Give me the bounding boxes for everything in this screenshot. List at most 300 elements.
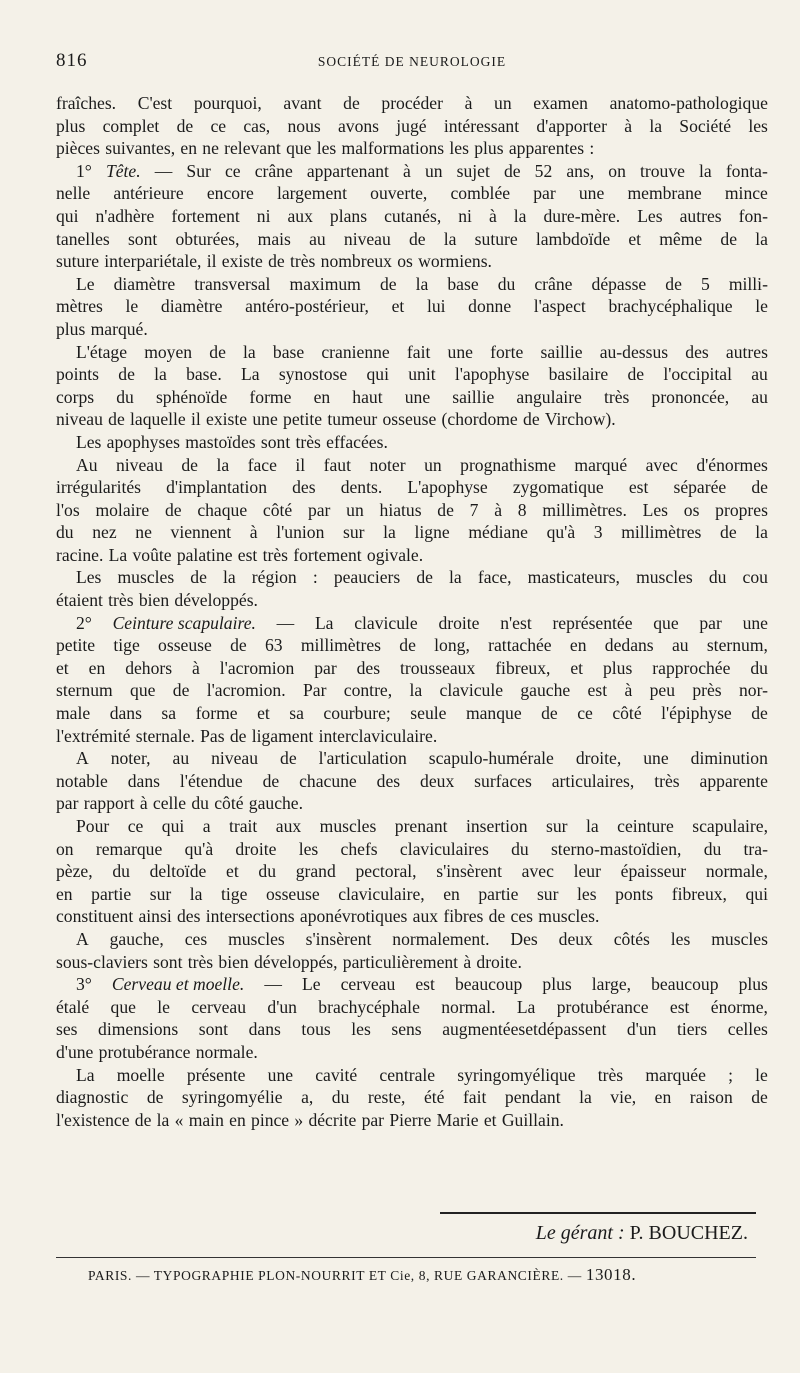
word: ce — [577, 703, 593, 724]
word: beaucoup — [651, 974, 719, 995]
word: (chordome — [441, 409, 518, 430]
word: « — [174, 1109, 184, 1130]
word: syringomyélie — [181, 1087, 283, 1108]
word: par — [533, 183, 556, 204]
text-line — [56, 725, 768, 748]
word: aponévrotiques — [299, 906, 408, 927]
word: une — [578, 183, 605, 204]
word: normal. — [441, 996, 496, 1017]
text-line — [56, 250, 768, 273]
word: plus — [474, 138, 504, 159]
paragraph — [56, 928, 768, 973]
word: les — [298, 838, 319, 859]
word: complet — [102, 115, 160, 136]
word: d'une — [56, 1041, 94, 1062]
word: zygomatique — [512, 477, 604, 498]
word: des — [685, 341, 709, 362]
word: la — [586, 816, 599, 836]
text-line — [56, 273, 768, 296]
word: à — [403, 160, 411, 181]
footer-rule — [56, 1257, 756, 1258]
word: les — [449, 138, 469, 159]
word: sont — [153, 951, 183, 972]
word: C'est — [137, 93, 173, 113]
word: fait — [462, 1087, 487, 1108]
word: est — [587, 680, 608, 701]
paragraph — [56, 747, 768, 815]
word: wormiens. — [418, 251, 492, 272]
word: — — [276, 612, 295, 633]
word: muscles — [117, 567, 175, 588]
word — [106, 160, 141, 183]
word: en — [654, 1087, 672, 1108]
word: de — [209, 341, 226, 362]
word: fait — [406, 341, 431, 362]
word: A — [76, 928, 89, 949]
word: suture — [474, 228, 518, 249]
word: suture — [56, 251, 99, 272]
word: l'acromion. — [206, 680, 286, 701]
signature-rule — [440, 1212, 756, 1214]
word: du — [258, 861, 277, 882]
word: droite — [438, 612, 480, 633]
word: séparée — [673, 477, 727, 498]
word: l'aspect — [533, 296, 586, 317]
word: claviculaire, — [338, 883, 425, 904]
word: un — [346, 499, 364, 520]
word: claviculaires — [399, 838, 489, 859]
word: très — [289, 251, 316, 272]
word: laquelle — [130, 409, 186, 430]
word: existe — [221, 251, 263, 272]
word: qui — [56, 205, 79, 226]
word: antérieure — [113, 183, 184, 204]
word: et — [257, 703, 270, 724]
word: du — [116, 386, 134, 407]
word: côté — [612, 703, 642, 724]
italic-heading: Ceinture scapulaire. — [112, 612, 256, 633]
word: petite — [56, 635, 96, 656]
word: de — [146, 1087, 164, 1108]
word: — — [264, 974, 282, 995]
word: même — [659, 228, 703, 249]
word: grand — [295, 861, 336, 882]
word: diamètre — [160, 296, 223, 317]
word: sur — [149, 883, 172, 904]
text-line — [56, 1109, 768, 1132]
word: de — [229, 725, 247, 746]
word — [113, 612, 256, 635]
word: les — [316, 138, 337, 159]
text-line — [56, 747, 768, 770]
word: une — [252, 409, 278, 430]
text-line — [56, 544, 768, 567]
text-line — [56, 838, 768, 861]
word: s'insèrent — [436, 861, 502, 882]
word: est — [669, 996, 690, 1017]
word: sur — [546, 816, 568, 836]
word: la — [154, 364, 167, 385]
word: syringomyélique — [457, 1064, 576, 1085]
word: d'énormes — [696, 454, 768, 475]
word: donne — [468, 296, 512, 317]
word: au — [172, 748, 190, 769]
text-line — [56, 815, 768, 838]
word: ne — [202, 138, 219, 159]
word: fortement — [293, 544, 362, 565]
word: que — [653, 612, 679, 633]
signature-label: Le gérant : — [535, 1222, 625, 1244]
word: tra- — [743, 838, 768, 859]
word: mais — [257, 228, 291, 249]
word: au — [751, 364, 768, 385]
word: avec — [645, 454, 678, 475]
word: à — [624, 115, 633, 136]
word: dimensions — [98, 1019, 179, 1040]
word: prenant — [394, 816, 448, 836]
text-line — [56, 408, 768, 431]
text-line — [56, 1018, 768, 1041]
word: anatomo-pathologique — [609, 93, 768, 113]
paragraph — [56, 431, 768, 454]
word: celle — [152, 793, 187, 814]
word: » — [294, 1109, 304, 1130]
word: très — [654, 770, 680, 791]
italic-heading: Cerveau et moelle. — [111, 974, 245, 995]
word: cerveau — [191, 996, 247, 1017]
word: suivantes, — [105, 138, 176, 159]
word: étalé — [56, 996, 90, 1017]
word: mastoïdes — [185, 431, 256, 452]
word: de — [523, 409, 540, 430]
word: notable — [56, 770, 108, 791]
word: forme — [249, 386, 292, 407]
word: il — [295, 454, 306, 475]
word: côtés — [613, 928, 650, 949]
word: aux — [275, 816, 302, 836]
word: faut — [323, 454, 351, 475]
word: des — [292, 477, 316, 498]
word: énorme, — [710, 996, 768, 1017]
word: forte — [490, 341, 524, 362]
word: de — [503, 160, 521, 181]
word: examen — [533, 93, 588, 113]
word: marquée — [645, 1064, 706, 1085]
word: 52 — [534, 160, 553, 181]
word: ligament — [251, 725, 314, 746]
word: l'acromion — [219, 657, 295, 678]
word: que — [110, 996, 136, 1017]
word: plus — [603, 657, 633, 678]
running-title: SOCIÉTÉ DE NEUROLOGIE — [317, 54, 507, 69]
word: en — [56, 883, 73, 904]
word: l'occipital — [663, 364, 732, 385]
word: au — [671, 635, 689, 656]
word: Marie — [436, 1109, 479, 1130]
italic-heading: Tête. — [105, 160, 141, 181]
word: partie — [478, 883, 519, 904]
word: du — [191, 793, 209, 814]
word: le — [755, 296, 768, 317]
text-line — [56, 431, 768, 454]
word: de — [118, 364, 135, 385]
word: Les — [76, 431, 102, 452]
word: développés, — [253, 951, 338, 972]
word: augmentéesetdépassent — [442, 1019, 607, 1040]
word: haut — [352, 386, 383, 407]
word: pectoral, — [355, 861, 417, 882]
text-line — [56, 1064, 768, 1087]
word: apparente — [699, 770, 768, 791]
text-line — [56, 476, 768, 499]
word: 3° — [76, 974, 92, 995]
word: peu — [649, 680, 675, 701]
word: mince — [724, 183, 768, 204]
word: pourquoi, — [193, 93, 262, 113]
word: a, — [301, 1087, 314, 1108]
word: articulaires, — [551, 770, 635, 791]
word: synostose — [278, 364, 348, 385]
word: de — [541, 703, 558, 724]
word: l'étendue — [179, 770, 243, 791]
word: cou — [742, 567, 768, 588]
word: des — [356, 657, 381, 678]
word: encore — [206, 183, 254, 204]
word: à — [464, 93, 473, 113]
word: La — [516, 996, 536, 1017]
paragraph — [56, 566, 768, 611]
text-line — [56, 905, 768, 928]
word: La — [76, 1064, 95, 1085]
word: près — [692, 680, 722, 701]
word: présente — [186, 1064, 246, 1085]
word: pièces — [56, 138, 100, 159]
word: appartenant — [306, 160, 389, 181]
word: très — [187, 951, 214, 972]
text-line — [56, 386, 768, 409]
word: fibres — [443, 906, 484, 927]
word: le — [755, 1064, 768, 1085]
word: et — [226, 861, 239, 882]
word: à — [488, 205, 497, 226]
word: gauche — [520, 680, 571, 701]
word: en — [313, 386, 331, 407]
paragraph — [56, 1064, 768, 1132]
paragraph — [56, 612, 768, 748]
word: plans — [329, 205, 368, 226]
word: très — [603, 386, 630, 407]
word: que — [130, 680, 156, 701]
word: sur — [536, 883, 559, 904]
signature — [536, 1222, 748, 1245]
word: marqué. — [90, 318, 148, 339]
word: niveau — [211, 748, 259, 769]
word: est — [237, 544, 258, 565]
text-line — [56, 973, 768, 996]
text-line — [56, 115, 768, 138]
text-line — [56, 702, 768, 725]
word: angulaire — [516, 386, 582, 407]
word: existe — [206, 409, 248, 430]
word: qui — [366, 364, 389, 385]
word: ni — [256, 205, 271, 226]
word: et — [391, 296, 405, 317]
word: comblée — [450, 183, 511, 204]
paragraph — [56, 160, 768, 273]
word: L'apophyse — [407, 477, 488, 498]
word: d'un — [626, 1019, 657, 1040]
word: l'os — [56, 499, 80, 520]
word: clavicule — [439, 680, 504, 701]
word: vie, — [610, 1087, 637, 1108]
word: sterno-mastoïdien, — [550, 838, 682, 859]
word: l'épiphyse — [661, 703, 732, 724]
word: protubérance — [98, 1041, 191, 1062]
word: fibreux, — [495, 657, 551, 678]
word: Les — [76, 567, 102, 588]
word: l'articulation — [318, 748, 407, 769]
word: Pas — [200, 725, 225, 746]
word: le — [157, 996, 170, 1017]
word: la — [649, 115, 663, 136]
word: transversal — [194, 273, 271, 294]
word: qu'à — [546, 522, 576, 543]
word: d'implantation — [166, 477, 268, 498]
word: obturées, — [175, 228, 240, 249]
word: l'extrémité — [56, 725, 131, 746]
word: L'étage — [76, 341, 128, 362]
word: en — [88, 657, 106, 678]
text-line — [56, 770, 768, 793]
word: diamètre — [113, 273, 176, 294]
word: pèze, — [56, 861, 93, 882]
imprint-text: PARIS. — TYPOGRAPHIE PLON-NOURRIT ET Cie, 8, RUE GARANCIÈRE. — — [88, 1268, 582, 1283]
word: beaucoup — [454, 974, 523, 995]
word: procéder — [381, 93, 443, 113]
word: représentée — [552, 612, 633, 633]
word: trousseaux — [400, 657, 476, 678]
word: contre, — [343, 680, 393, 701]
word: brachycéphale — [318, 996, 420, 1017]
word: de — [181, 454, 198, 475]
word: ces — [510, 906, 534, 927]
word: Les — [637, 205, 663, 226]
word: d'apporter — [536, 115, 607, 136]
word: les — [748, 115, 768, 136]
word: sens — [391, 1019, 422, 1040]
word: au — [309, 228, 326, 249]
word: manque — [465, 703, 522, 724]
word: noter, — [110, 748, 151, 769]
word: du — [497, 273, 516, 294]
word: à — [139, 793, 148, 814]
word: à — [494, 499, 503, 520]
word: protubérance — [556, 996, 649, 1017]
word: 3 — [593, 522, 603, 543]
word: niveau — [56, 409, 103, 430]
word: viennent — [170, 522, 232, 543]
word: scapulaire, — [692, 816, 768, 836]
word: les — [577, 883, 597, 904]
word: dans — [248, 1019, 281, 1040]
word: centrale — [379, 1064, 436, 1085]
word: la — [156, 1109, 170, 1130]
word: 63 — [264, 635, 283, 656]
word: l'existence — [56, 1109, 130, 1130]
word: sont — [127, 228, 158, 249]
word: rapprochée — [652, 657, 731, 678]
word: La — [108, 544, 128, 565]
word: jugé — [396, 115, 427, 136]
word: trait — [228, 816, 258, 836]
word: ne — [135, 522, 152, 543]
word: raison — [689, 1087, 733, 1108]
word: bien — [218, 951, 249, 972]
word: sont — [260, 431, 291, 452]
paragraph — [56, 973, 768, 1063]
word: base — [447, 273, 479, 294]
word: cutanés, — [384, 205, 442, 226]
word: cerveau — [340, 974, 396, 995]
word: fortement — [171, 205, 240, 226]
word: ce — [224, 160, 241, 181]
word: sur — [343, 522, 365, 543]
word: Pierre — [389, 1109, 432, 1130]
word: : — [312, 567, 318, 588]
word: crâne — [534, 273, 573, 294]
word: millimètres — [621, 522, 702, 543]
word: plus — [56, 318, 86, 339]
paragraph — [56, 341, 768, 431]
word: de — [627, 364, 645, 385]
word: du — [56, 522, 74, 543]
word: sa — [289, 703, 304, 724]
word: — — [154, 160, 173, 181]
word: une — [742, 612, 768, 633]
word: les — [670, 928, 691, 949]
word: ouverte, — [370, 183, 428, 204]
word: de — [164, 499, 182, 520]
word: de — [230, 635, 247, 656]
page-header — [56, 50, 768, 76]
word: est — [415, 974, 435, 995]
word: lui — [426, 296, 446, 317]
word: dents. — [340, 477, 383, 498]
word: développés. — [174, 590, 258, 611]
word: de — [190, 567, 207, 588]
word: 1° — [76, 160, 92, 181]
word: dehors — [125, 657, 173, 678]
paragraph — [56, 273, 768, 341]
word: étaient — [56, 590, 103, 611]
word: noter — [369, 454, 406, 475]
page-number: 816 — [56, 50, 88, 71]
text-line — [56, 295, 768, 318]
word: autres — [679, 205, 722, 226]
word: normale, — [705, 861, 768, 882]
word: de — [720, 522, 737, 543]
word: crâne — [254, 160, 293, 181]
word: la — [755, 522, 768, 543]
text-line — [56, 951, 768, 974]
word: ans, — [566, 160, 595, 181]
signature-name: P. BOUCHEZ. — [629, 1222, 748, 1244]
word: de — [280, 748, 297, 769]
word: niveau — [115, 454, 163, 475]
word: de — [437, 499, 454, 520]
word: masticateurs, — [527, 567, 620, 588]
paragraph — [56, 92, 768, 160]
